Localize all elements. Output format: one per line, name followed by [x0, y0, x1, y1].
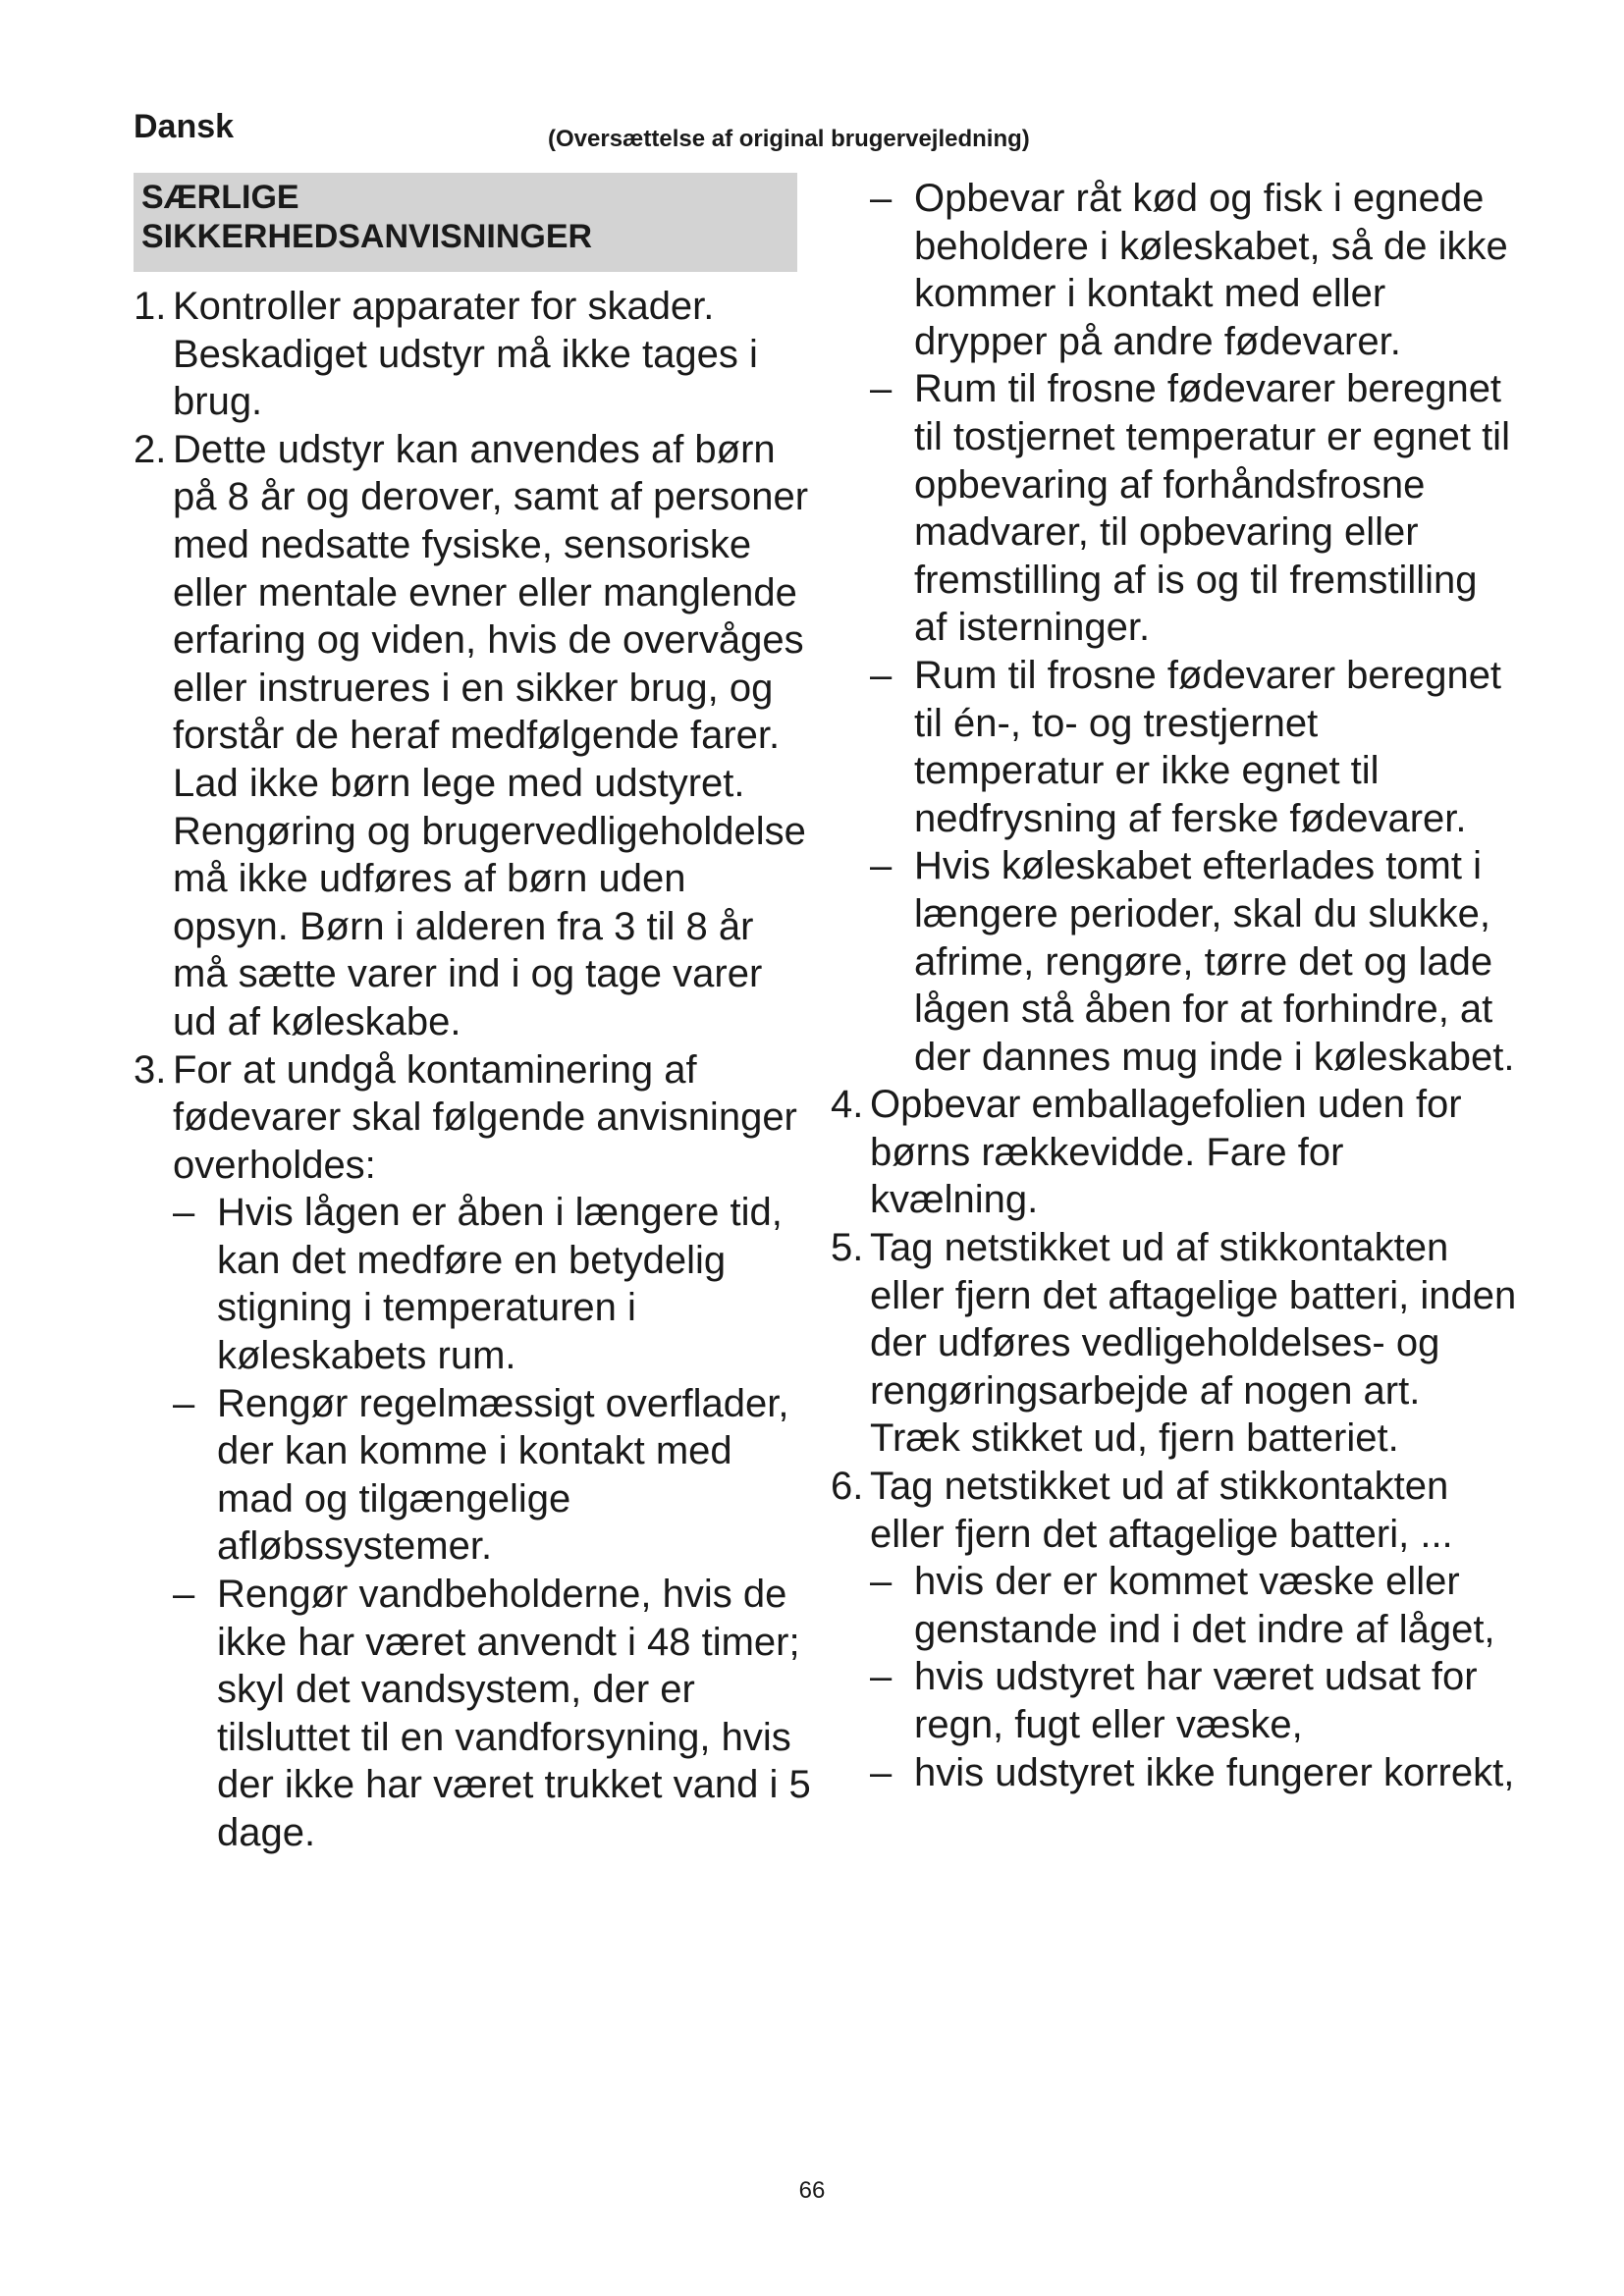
sub-item-text: Rengør regelmæssigt overflader, der kan komme i kontakt med mad og tilgængelige afløbssystemer.	[217, 1381, 789, 1569]
instruction-item-3	[134, 1046, 811, 1857]
dash-bullet: –	[870, 1655, 893, 1699]
right-column	[831, 175, 1518, 1796]
sub-item-text: Rengør vandbeholderne, hvis de ikke har været anvendt i 48 timer; skyl det vandsystem, der er tilsluttet til en vandforsyning, hvis der ikke har været trukket vand i 5 dage.	[217, 1573, 811, 1854]
sub-item-clean-water	[173, 1571, 811, 1857]
language-label: Dansk	[134, 108, 235, 145]
sub-item-liquid-inside	[870, 1558, 1518, 1653]
section-heading-line-1: SÆRLIGE	[141, 179, 299, 216]
dash-bullet: –	[870, 367, 893, 411]
section-heading	[134, 173, 797, 272]
sub-item-malfunction	[870, 1749, 1518, 1797]
instruction-item-1	[134, 283, 811, 426]
sub-item-one-two-three-star	[870, 652, 1518, 842]
dash-bullet: –	[870, 653, 893, 697]
item-text: Tag netstikket ud af stikkontakten eller fjern det aftagelige batteri, inden der udføres vedligeholdelses- og rengøringsarbejde af nogen art. Træk stikket ud, fjern batteriet.	[870, 1226, 1517, 1461]
item-text: For at undgå kontaminering af fødevarer skal følgende anvisninger overholdes:	[173, 1047, 797, 1187]
dash-bullet: –	[173, 1573, 195, 1617]
section-heading-line-2: SIKKERHEDSANVISNINGER	[141, 218, 593, 255]
sub-item-empty-fridge	[870, 842, 1518, 1081]
sub-item-raw-meat	[870, 175, 1518, 365]
instruction-item-2	[134, 426, 811, 1046]
sub-item-two-star	[870, 365, 1518, 652]
sub-item-door-open	[173, 1189, 811, 1379]
item-number: 2.	[134, 427, 167, 471]
dash-bullet: –	[173, 1381, 195, 1425]
item-3-continued	[831, 175, 1518, 1081]
item-text: Opbevar emballagefolien uden for børns rækkevidde. Fare for kvælning.	[870, 1083, 1462, 1222]
dash-bullet: –	[870, 177, 893, 220]
sub-item-text: Rum til frosne fødevarer beregnet til tostjernet temperatur er egnet til opbevaring af forhåndsfrosne madvarer, til opbevaring eller fremstilling af is og til fremstilling af isterninger.	[914, 367, 1510, 650]
instruction-item-6	[831, 1463, 1518, 1796]
item-number: 6.	[831, 1465, 864, 1509]
left-column	[134, 173, 811, 1857]
item-text: Kontroller apparater for skader. Beskadiget udstyr må ikke tages i brug.	[173, 285, 758, 424]
item-number: 3.	[134, 1047, 167, 1092]
sub-item-rain-exposure	[870, 1653, 1518, 1748]
sub-item-text: hvis udstyret ikke fungerer korrekt,	[914, 1750, 1515, 1794]
translation-subtitle: (Oversættelse af original brugervejledning)	[548, 126, 1030, 152]
dash-bullet: –	[870, 844, 893, 888]
sub-item-text: Hvis køleskabet efterlades tomt i længere perioder, skal du slukke, afrime, rengøre, tørre det og lade lågen stå åben for at forhindre, at der dannes mug inde i køleskabet.	[914, 844, 1515, 1079]
page-number: 66	[798, 2177, 826, 2204]
item-number: 1.	[134, 285, 167, 328]
item-number: 5.	[831, 1226, 864, 1270]
sub-item-text: Hvis lågen er åben i længere tid, kan det medføre en betydelig stigning i temperaturen i køleskabets rum.	[217, 1191, 783, 1378]
dash-bullet: –	[870, 1750, 893, 1794]
sub-item-text: Rum til frosne fødevarer beregnet til én-, to- og trestjernet temperatur er ikke egnet til nedfrysning af ferske fødevarer.	[914, 653, 1502, 840]
item-number: 4.	[831, 1083, 864, 1127]
item-text: Tag netstikket ud af stikkontakten eller fjern det aftagelige batteri, ...	[870, 1465, 1453, 1556]
sub-item-text: hvis udstyret har været udsat for regn, fugt eller væske,	[914, 1655, 1478, 1746]
item-text: Dette udstyr kan anvendes af børn på 8 år og derover, samt af personer med nedsatte fysiske, sensoriske eller mentale evner eller manglende erfaring og viden, hvis de overvåges eller instrueres i en sikker brug, og forstår de heraf medfølgende farer. Lad ikke børn lege med udstyret. Rengøring og brugervedligeholdelse må ikke udføres af børn uden opsyn. Børn i alderen fra 3 til 8 år må sætte varer ind i og tage varer ud af køleskabe.	[173, 427, 809, 1043]
dash-bullet: –	[870, 1560, 893, 1604]
dash-bullet: –	[173, 1191, 195, 1235]
sub-item-text: hvis der er kommet væske eller genstande ind i det indre af låget,	[914, 1560, 1495, 1651]
sub-item-text: Opbevar råt kød og fisk i egnede beholdere i køleskabet, så de ikke kommer i kontakt med eller drypper på andre fødevarer.	[914, 177, 1508, 363]
sub-item-clean-surfaces	[173, 1380, 811, 1571]
instruction-item-4	[831, 1081, 1518, 1224]
instruction-item-5	[831, 1224, 1518, 1463]
